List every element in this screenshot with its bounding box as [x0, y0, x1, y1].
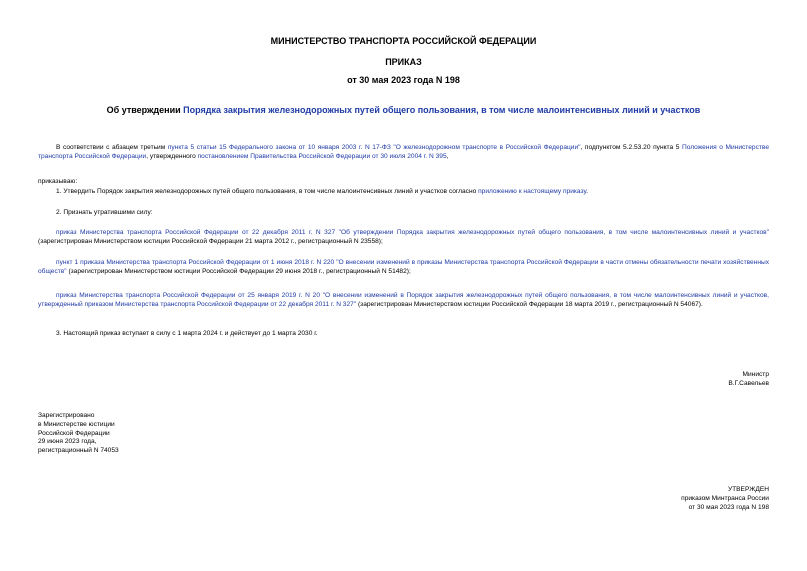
item-3: 3. Настоящий приказ вступает в силу с 1 марта 2024 г. и действует до 1 марта 2030 г.: [56, 330, 318, 337]
r3-link[interactable]: приказ Министерства транспорта Российской Федерации от 25 января 2019 г. N 20 "О внесении изменений в Порядок закрытия железнодорожных путей общего пользования, в том числе малоинтенсивных линий и участков, утвержденный приказом Министерства транспорта Российской Федерации от 22 декабря 2011 г. N 327": [38, 292, 769, 308]
signer-name: В.Г.Савельев: [728, 379, 769, 387]
item1-text-1: 1. Утвердить Порядок закрытия железнодорожных путей общего пользования, в том числе малоинтенсивных линий и участков согласно: [56, 188, 479, 195]
approved-line: приказом Минтранса России: [681, 494, 769, 502]
doc-type-heading: ПРИКАЗ: [385, 57, 422, 67]
registration-line: регистрационный N 74053: [38, 447, 119, 455]
item1-text-2: .: [586, 188, 588, 195]
registration-line: в Министерстве юстиции: [38, 420, 115, 428]
p1-text-1: В соответствии с абзацем третьим: [56, 144, 168, 151]
registration-line: Российской Федерации: [38, 429, 110, 437]
r2-link[interactable]: пункт 1 приказа Министерства транспорта Российской Федерации от 1 июня 2018 г. N 220 "О внесении изменений в приказы Министерства транспорта Российской Федерации в части отмены обязательности печати хозяйственных обществ": [38, 259, 769, 275]
approved-line: УТВЕРЖДЕН: [727, 486, 769, 493]
approved-line: от 30 мая 2023 года N 198: [688, 503, 769, 511]
approved-block: [681, 486, 769, 512]
p1-link-decree[interactable]: постановлением Правительства Российской Федерации от 30 июля 2004 г. N 395: [197, 152, 447, 160]
repealed-order-3: [38, 292, 769, 310]
p1-text-3: , утвержденного: [146, 152, 198, 160]
item-1: [56, 188, 769, 197]
item-2: 2. Признать утратившими силу:: [56, 209, 153, 216]
r1-text: (зарегистрирован Министерством юстиции Российской Федерации 21 марта 2012 г., регистрационный N 23558);: [38, 237, 383, 245]
item1-link-appendix[interactable]: приложению к настоящему приказу: [478, 188, 587, 195]
title-prefix: Об утверждении: [106, 105, 184, 115]
p1-link-law[interactable]: пункта 5 статьи 15 Федерального закона от 10 января 2003 г. N 17-ФЗ "О железнодорожном транспорте в Российской Федерации": [167, 144, 581, 151]
registration-block: [38, 412, 119, 456]
p1-text-4: ,: [446, 152, 449, 160]
r2-text: (зарегистрирован Министерством юстиции Российской Федерации 29 июня 2018 г., регистрационный N 51482);: [66, 267, 411, 275]
p1-link-regulation[interactable]: Положения о Министерстве транспорта Российской Федерации: [38, 144, 769, 160]
registration-line: 29 июня 2023 года,: [38, 438, 97, 446]
p1-text-2: , подпунктом 5.2.53.20 пункта 5: [580, 144, 682, 151]
registration-line: Зарегистрировано: [38, 412, 95, 419]
r3-text: (зарегистрирован Министерством юстиции Российской Федерации 18 марта 2019 г., регистрационный N 54067).: [356, 300, 703, 308]
signer-position: Министр: [742, 371, 769, 378]
document-title: [0, 105, 807, 115]
paragraph-basis: [38, 144, 769, 162]
title-link[interactable]: Порядка закрытия железнодорожных путей общего пользования, в том числе малоинтенсивных линий и участков: [183, 105, 701, 115]
repealed-order-1: [38, 229, 769, 247]
orders-line: приказываю:: [38, 178, 78, 185]
r1-link[interactable]: приказ Министерства транспорта Российской Федерации от 22 декабря 2011 г. N 327 "Об утверждении Порядка закрытия железнодорожных путей общего пользования, в том числе малоинтенсивных линий и участков": [56, 229, 769, 236]
repealed-order-2: [38, 259, 769, 277]
signature-block: [728, 371, 769, 389]
ministry-heading: МИНИСТЕРСТВО ТРАНСПОРТА РОССИЙСКОЙ ФЕДЕРАЦИИ: [270, 36, 537, 46]
doc-date-number: от 30 мая 2023 года N 198: [347, 75, 460, 85]
